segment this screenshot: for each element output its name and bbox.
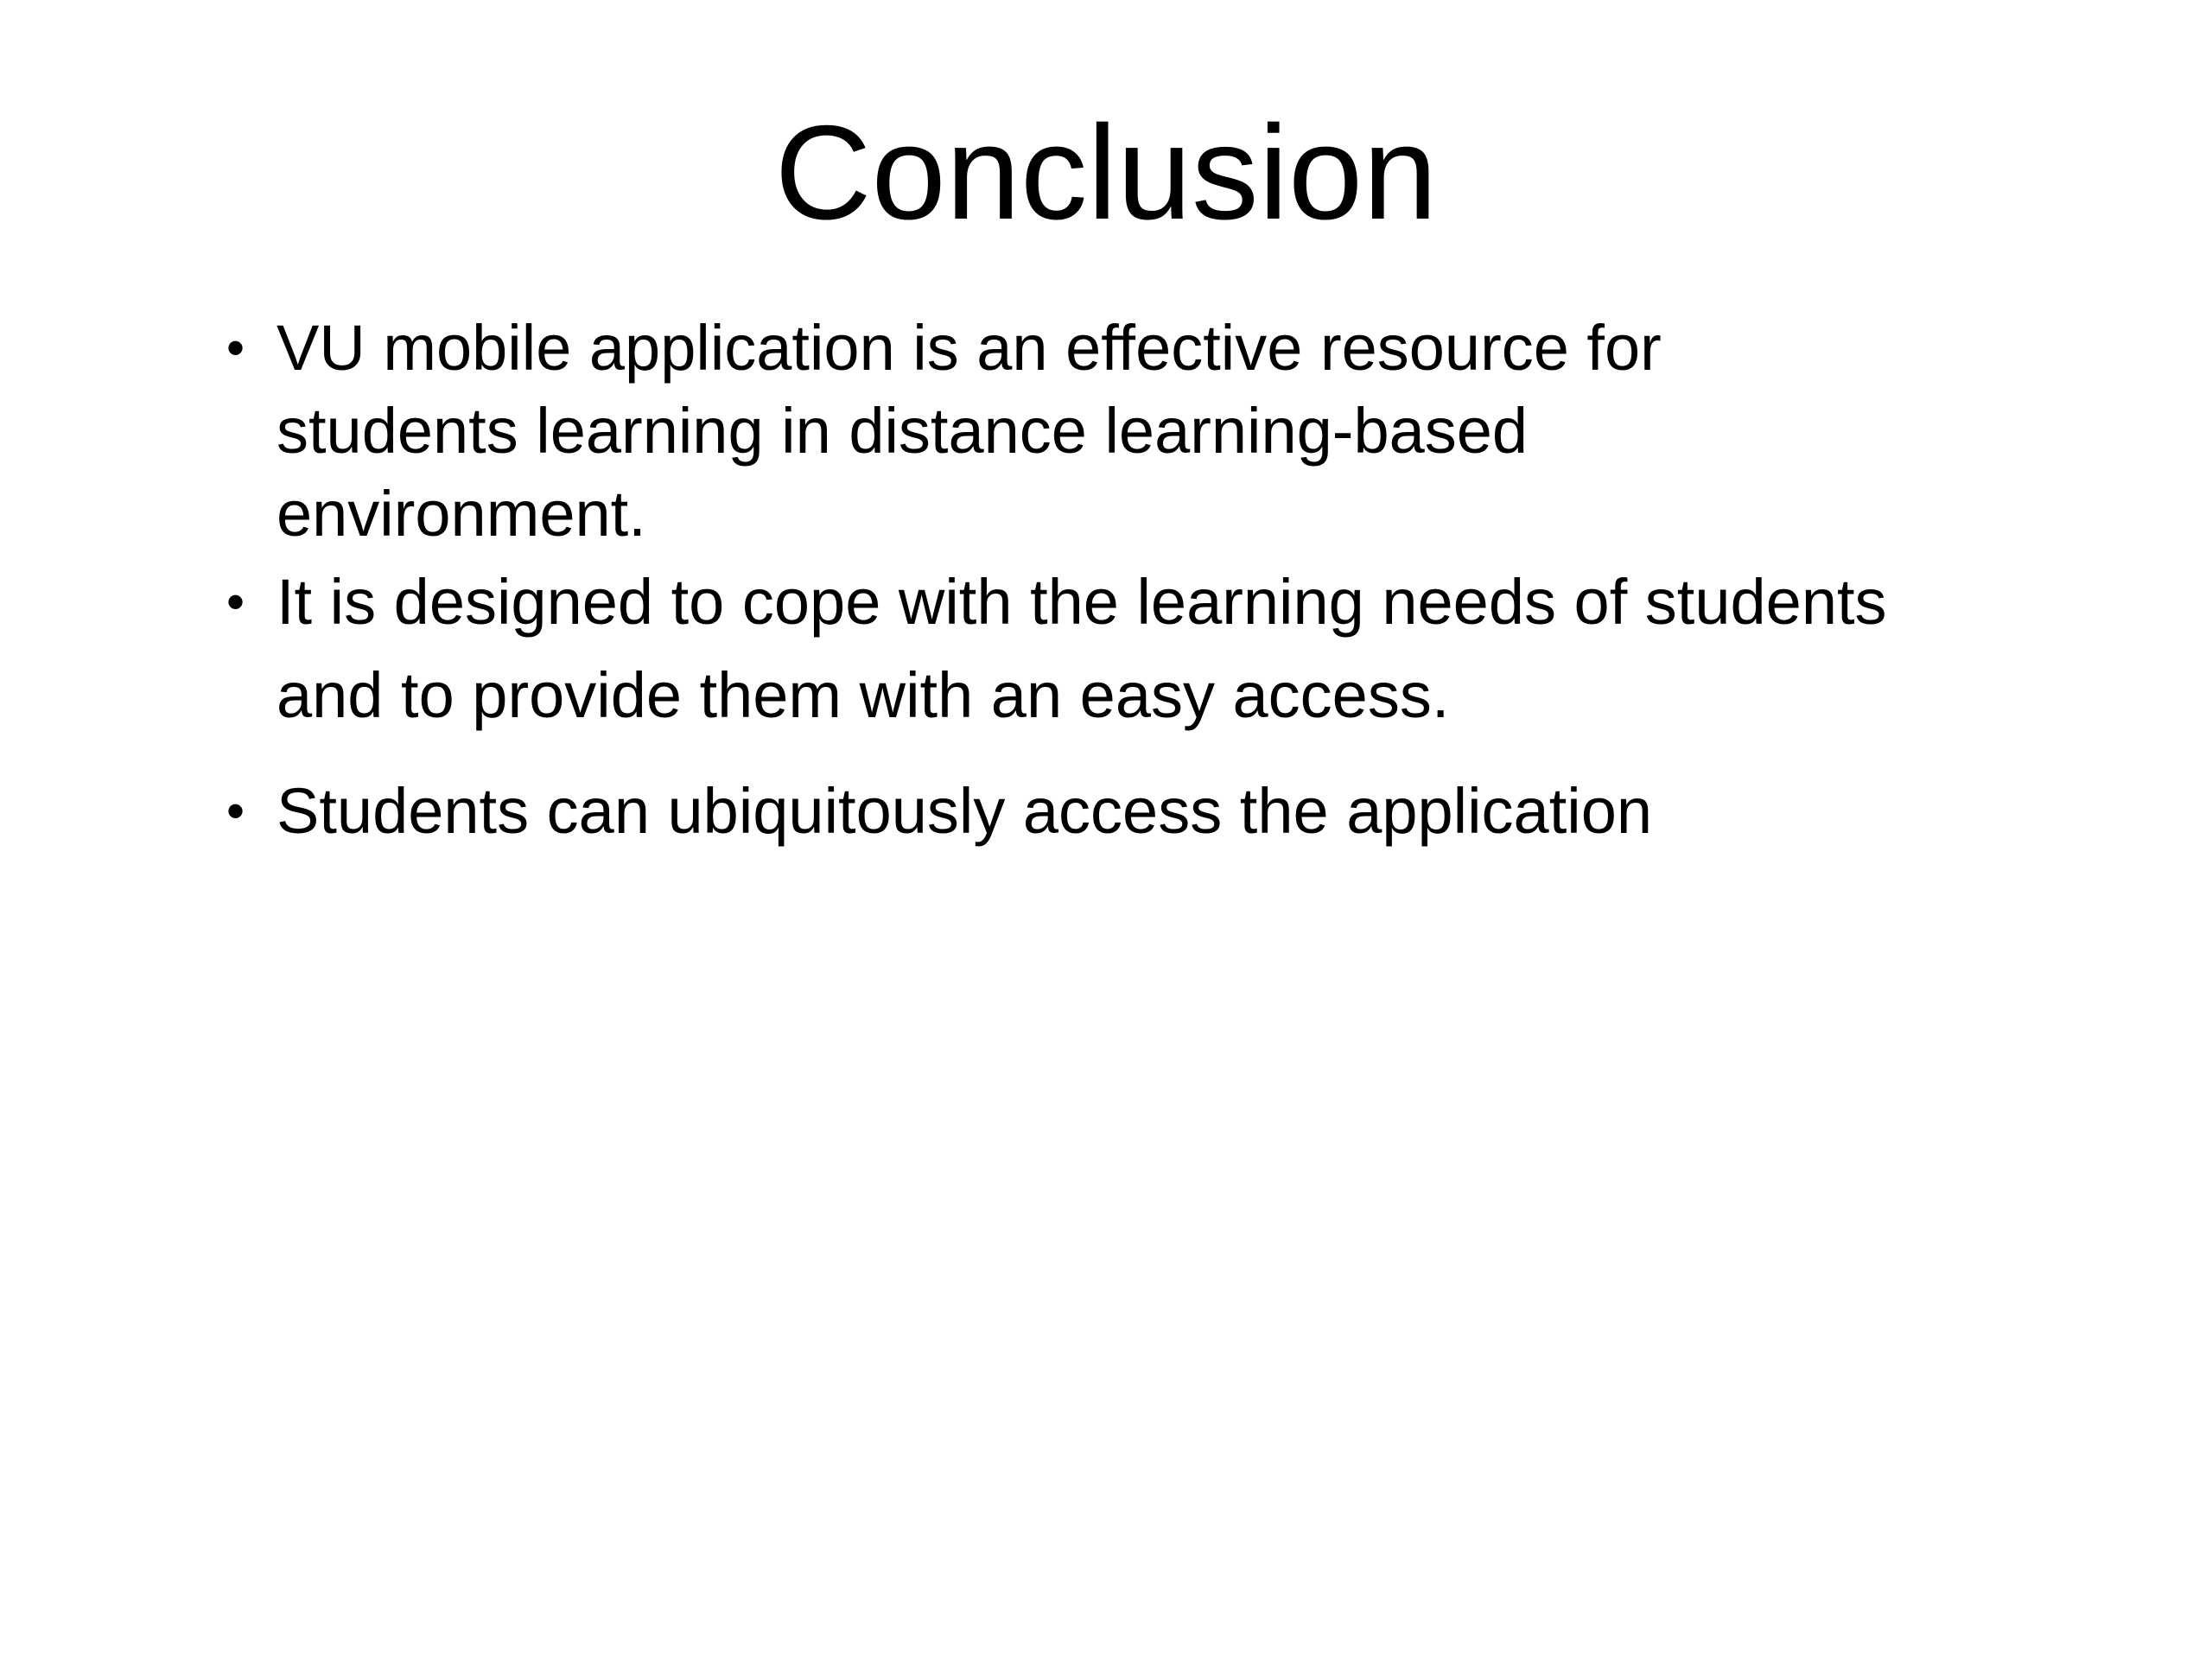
- bullet-item: [226, 307, 1901, 556]
- bullet-text: Students can ubiquitously access the application: [276, 775, 1653, 847]
- bullet-item: [226, 556, 1901, 742]
- bullet-text: VU mobile application is an effective resource for students learning in distance learning-based environment.: [276, 312, 1662, 550]
- bullet-dot-icon: •: [226, 782, 245, 840]
- slide-title: Conclusion: [774, 98, 1438, 247]
- bullet-list: [226, 307, 1901, 853]
- bullet-dot-icon: •: [226, 573, 245, 631]
- bullet-dot-icon: •: [226, 319, 245, 377]
- bullet-item: [226, 770, 1901, 853]
- bullet-text: It is designed to cope with the learning needs of students and to provide them with an easy access.: [276, 566, 1887, 731]
